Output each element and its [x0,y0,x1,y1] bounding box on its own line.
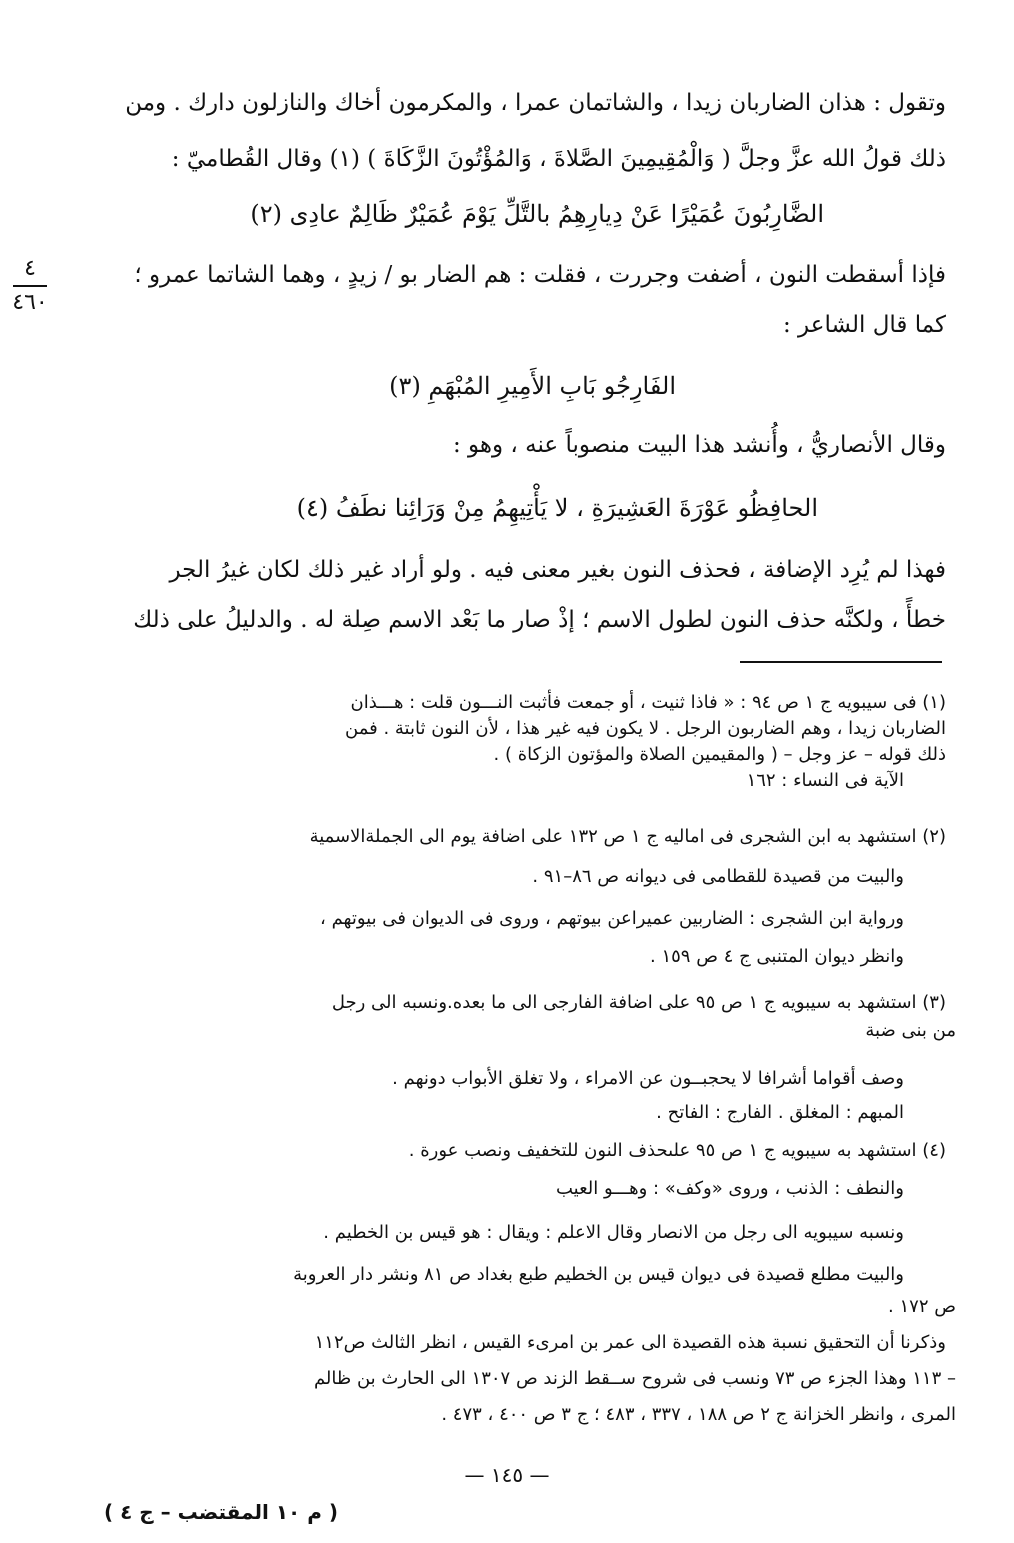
footnote-line: والنطف : الذنب ، وروى «وكف» : وهـــو العيب [555,1178,904,1199]
footnote-separator [740,661,942,663]
footnote-line: والبيت مطلع قصيدة فى ديوان قيس بن الخطيم طبع بغداد ص ٨١ ونشر دار العروبة [293,1264,904,1285]
footnote-line: من بنى ضبة [865,1020,956,1041]
footnote-line: (١) فى سيبويه ج ١ ص ٩٤ : « فاذا ثنيت ، أو جمعت فأثبت النـــون قلت : هـــذان [350,692,946,713]
footnote-line: المرى ، وانظر الخزانة ج ٢ ص ١٨٨ ، ٣٣٧ ، ٤٨٣ ؛ ج ٣ ص ٤٠٠ ، ٤٧٣ . [441,1404,956,1425]
body-line-4: كما قال الشاعر : [783,312,946,338]
verse-farijo: الفَارِجُو بَابِ الأَمِيرِ المُبْهَمِ (٣) [389,372,676,400]
margin-divider [13,285,47,287]
footnote-line: ونسبه سيبويه الى رجل من الانصار وقال الاعلم : ويقال : هو قيس بن الخطيم . [323,1222,904,1243]
body-line-1: وتقول : هذان الضاربان زيدا ، والشاتمان عمرا ، والمكرمون أخاك والنازلون دارك . ومن [125,90,946,116]
footnote-line: ورواية ابن الشجرى : الضاربين عميراعن بيوتهم ، وروى فى الديوان فى بيوتهم ، [320,908,904,929]
verse-hafizo: الحافِظُو عَوْرَةَ العَشِيرَةِ ، لا يَأْتِيهِمُ مِنْ وَرَائِنا نطَفُ (٤) [296,494,818,522]
body-line-7: خطأً ، ولكنَّه حذف النون لطول الاسم ؛ إذْ صار ما بَعْد الاسم صِلة له . والدليلُ على ذلك [133,607,946,633]
footnote-line: الآية فى النساء : ١٦٢ [746,770,904,791]
footnote-line: وانظر ديوان المتنبى ج ٤ ص ١٥٩ . [650,946,904,967]
page-number: — ١٤٥ — [464,1463,550,1487]
footnote-line: ذلك قوله – عز وجل – ( والمقيمين الصلاة والمؤتون الزكاة ) . [493,744,946,765]
footnote-line: (٣) استشهد به سيبويه ج ١ ص ٩٥ على اضافة الفارجى الى ما بعده.ونسبه الى رجل [331,992,946,1013]
body-line-3: فإذا أسقطت النون ، أضفت وجررت ، فقلت : هم الضار بو / زيدٍ ، وهما الشاتما عمرو ؛ [134,262,946,288]
margin-page: ٤٦٠ [12,290,48,315]
body-line-5: وقال الأنصاريُّ ، وأُنشد هذا البيت منصوباً عنه ، وهو : [452,432,946,458]
margin-volume: ٤ [24,256,36,281]
margin-page-reference [10,255,50,317]
footnote-line: وذكرنا أن التحقيق نسبة هذه القصيدة الى عمر بن امرىء القيس ، انظر الثالث ص١١٢ [314,1332,946,1353]
signature-mark: ( م ١٠ المقتضب – ج ٤ ) [104,1500,338,1524]
footnote-line: – ١١٣ وهذا الجزء ص ٧٣ ونسب فى شروح ســقط الزند ص ١٣٠٧ الى الحارث بن ظالم [313,1368,956,1389]
verse-qutami: الضَّارِبُونَ عُمَيْرًا عَنْ دِيارِهِمُ بالتَّلِّ يَوْمَ عُمَيْرٌ ظَالِمٌ عادِى (٢) [250,200,824,228]
footnote-line: الضاربان زيدا ، وهم الضاربون الرجل . لا يكون فيه غير هذا ، لأن النون ثابتة . فمن [345,718,946,739]
footnote-line: (٤) استشهد به سيبويه ج ١ ص ٩٥ علىحذف النون للتخفيف ونصب عورة . [408,1140,946,1161]
footnote-line: وصف أقواما أشرافا لا يحجبــون عن الامراء ، ولا تغلق الأبواب دونهم . [392,1068,904,1089]
footnote-line: (٢) استشهد به ابن الشجرى فى اماليه ج ١ ص ١٣٢ على اضافة يوم الى الجملةالاسمية [309,826,946,847]
body-line-2: ذلك قولُ الله عزَّ وجلَّ ( وَالْمُقِيمِينَ الصَّلاةَ ، وَالمُؤْتُونَ الزَّكَاةَ ) (١) وقال القُطاميّ : [171,146,946,172]
body-line-6: فهذا لم يُرِد الإضافة ، فحذف النون بغير معنى فيه . ولو أراد غير ذلك لكان غيرُ الجر [169,557,946,583]
footnote-line: ص ١٧٢ . [888,1296,956,1317]
footnote-line: والبيت من قصيدة للقطامى فى ديوانه ص ٨٦–٩١ . [532,866,904,887]
footnote-line: المبهم : المغلق . الفارج : الفاتح . [656,1102,904,1123]
